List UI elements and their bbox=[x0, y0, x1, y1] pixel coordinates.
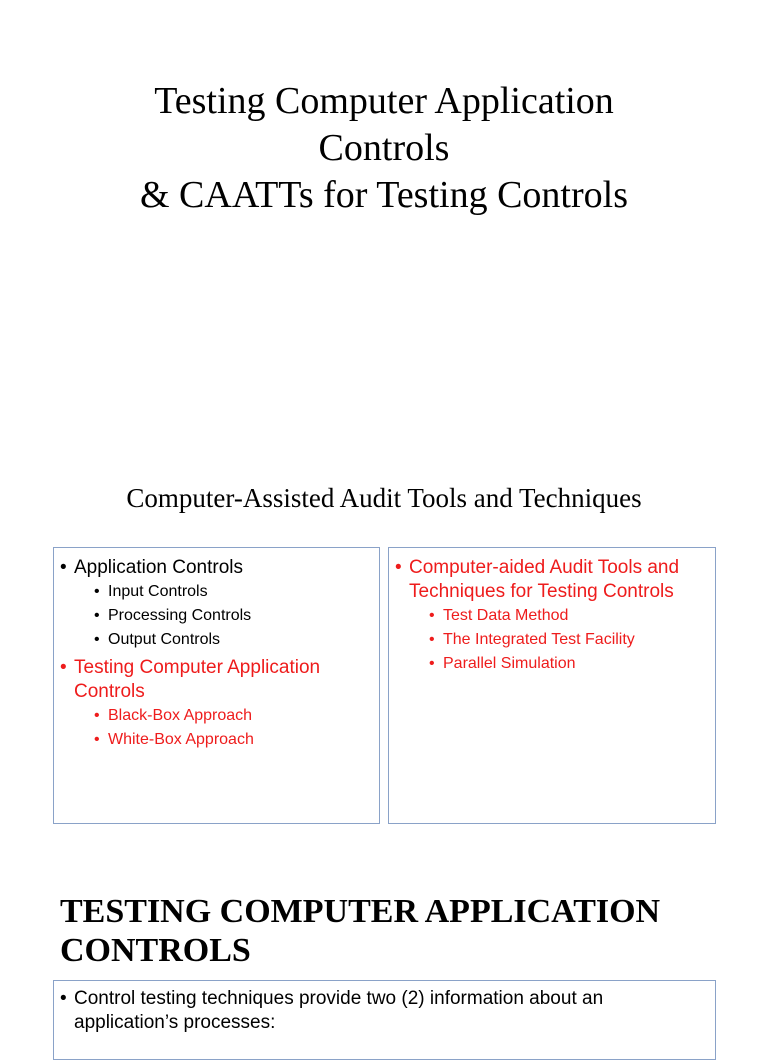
list-item: • Testing Computer Application Controls bbox=[60, 656, 373, 704]
list-item: • Input Controls bbox=[60, 580, 373, 604]
application-controls-box bbox=[53, 547, 380, 824]
list-item: • Computer-aided Audit Tools and Techniques for Testing Controls bbox=[395, 556, 709, 604]
slide-title-line-3: & CAATTs for Testing Controls bbox=[140, 174, 628, 216]
caat-tools-box bbox=[388, 547, 716, 824]
control-testing-list bbox=[60, 987, 709, 1035]
list-item: • Application Controls bbox=[60, 556, 373, 580]
slide-title-line-1: Testing Computer Application bbox=[154, 80, 614, 122]
slide-title bbox=[0, 78, 768, 219]
list-item: • Parallel Simulation bbox=[395, 652, 709, 676]
application-controls-list bbox=[60, 556, 373, 752]
list-item: • Test Data Method bbox=[395, 604, 709, 628]
list-item: • Processing Controls bbox=[60, 604, 373, 628]
caat-tools-list bbox=[395, 556, 709, 676]
control-testing-box bbox=[53, 980, 716, 1060]
caat-slide-title: Computer-Assisted Audit Tools and Techniques bbox=[126, 483, 642, 513]
list-item: • The Integrated Test Facility bbox=[395, 628, 709, 652]
slide-title-line-2: Controls bbox=[318, 127, 450, 169]
list-item: • Output Controls bbox=[60, 628, 373, 652]
list-item: • White-Box Approach bbox=[60, 728, 373, 752]
list-item: • Black-Box Approach bbox=[60, 704, 373, 728]
section-heading: TESTING COMPUTER APPLICATION CONTROLS bbox=[60, 893, 661, 969]
list-item: • Control testing techniques provide two (2) information about an application’s processes: bbox=[60, 987, 709, 1035]
